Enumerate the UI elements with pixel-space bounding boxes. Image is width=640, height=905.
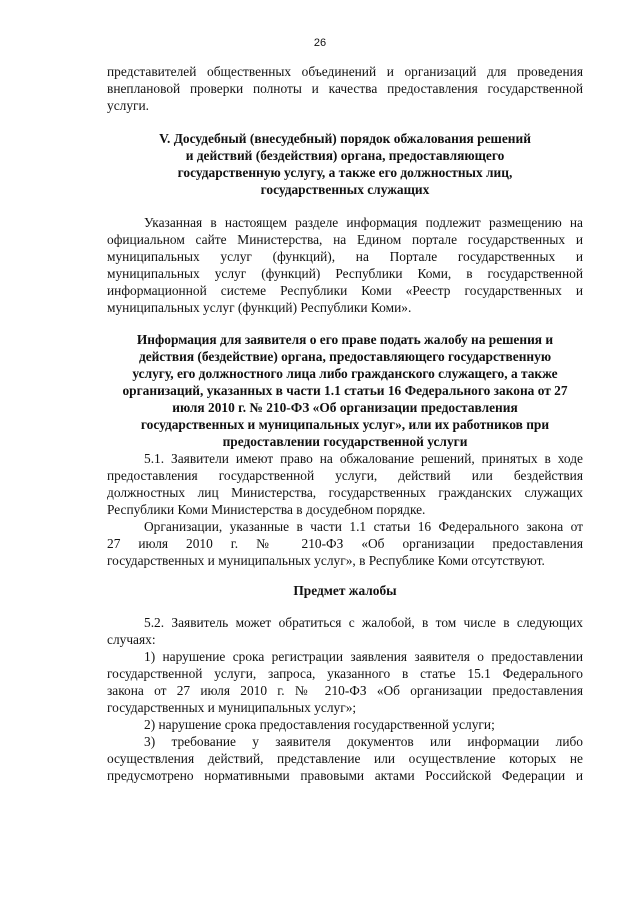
heading-line: предоставлении государственной услуги <box>222 434 468 449</box>
list-item-line: государственных и муниципальных услуг»; <box>107 700 357 715</box>
text-line: услуги. <box>107 98 150 113</box>
heading-line: государственных и муниципальных услуг», или их работников при <box>140 417 550 432</box>
page-number: 26 <box>313 37 327 49</box>
list-item-line: закона от 27 июля 2010 г. № 210-ФЗ «Об организации предоставления <box>107 683 583 698</box>
list-item-line: предусмотрено нормативными правовыми актами Российской Федерации и <box>107 768 583 783</box>
text-line: Организации, указанные в части 1.1 статьи 16 Федерального закона от <box>144 519 583 534</box>
text-line: должностных лиц Министерства, государственных гражданских служащих <box>107 485 583 500</box>
text-line: Указанная в настоящем разделе информация подлежит размещению на <box>144 215 583 230</box>
list-item-line: государственной услуги, запроса, указанного в статье 15.1 Федерального <box>107 666 583 681</box>
heading-line: Предмет жалобы <box>293 583 397 598</box>
paragraph-5-1 <box>107 450 583 569</box>
text-line: 5.1. Заявители имеют право на обжалование решений, принятых в ходе <box>144 451 583 466</box>
heading-line: услугу, его должностного лица либо гражданского служащего, а также <box>132 366 558 381</box>
paragraph-5-2 <box>107 614 583 784</box>
text-line: предоставления государственной услуги, действий или бездействия <box>107 468 583 483</box>
heading-line: государственных служащих <box>260 182 430 197</box>
text-line: случаях: <box>107 632 156 647</box>
info-heading <box>107 331 583 450</box>
list-item-line: осуществления действий, представление или осуществление которых не <box>107 751 583 766</box>
text-line: официальном сайте Министерства, на Едином портале государственных и <box>107 232 583 247</box>
text-line: внеплановой проверки полноты и качества предоставления государственной <box>107 81 583 96</box>
section-v-paragraph <box>107 214 583 316</box>
heading-line: действия (бездействие) органа, предоставляющего государственную <box>138 349 552 364</box>
text-line: муниципальных услуг (функций), на Портале государственных и <box>107 249 583 264</box>
text-line: информационной системе Республики Коми «Реестр государственных и <box>107 283 583 298</box>
list-item-line: 2) нарушение срока предоставления государственной услуги; <box>144 717 495 732</box>
section-v-heading <box>107 130 583 198</box>
heading-line: и действий (бездействия) органа, предоставляющего <box>185 148 505 163</box>
subject-heading <box>107 582 583 599</box>
heading-line: Информация для заявителя о его праве подать жалобу на решения и <box>136 332 554 347</box>
text-line: муниципальных услуг (функций) Республики Коми, в государственной <box>107 266 583 281</box>
list-item-line: 3) требование у заявителя документов или информации либо <box>144 734 583 749</box>
text-line: государственных и муниципальных услуг», в Республике Коми отсутствуют. <box>107 553 545 568</box>
text-line: Республики Коми Министерства в досудебном порядке. <box>107 502 426 517</box>
list-item-line: 1) нарушение срока регистрации заявления заявителя о предоставлении <box>144 649 583 664</box>
text-line: муниципальных услуг (функций) Республики Коми». <box>107 300 412 315</box>
heading-line: июля 2010 г. № 210-ФЗ «Об организации предоставления <box>172 400 518 415</box>
intro-paragraph <box>107 63 583 114</box>
heading-line: организаций, указанных в части 1.1 статьи 16 Федерального закона от 27 <box>122 383 568 398</box>
text-line: представителей общественных объединений и организаций для проведения <box>107 64 583 79</box>
heading-line: V. Досудебный (внесудебный) порядок обжалования решений <box>159 131 531 146</box>
text-line: 5.2. Заявитель может обратиться с жалобой, в том числе в следующих <box>144 615 583 630</box>
text-line: 27 июля 2010 г. № 210-ФЗ «Об организации предоставления <box>107 536 583 551</box>
heading-line: государственную услугу, а также его должностных лиц, <box>177 165 513 180</box>
